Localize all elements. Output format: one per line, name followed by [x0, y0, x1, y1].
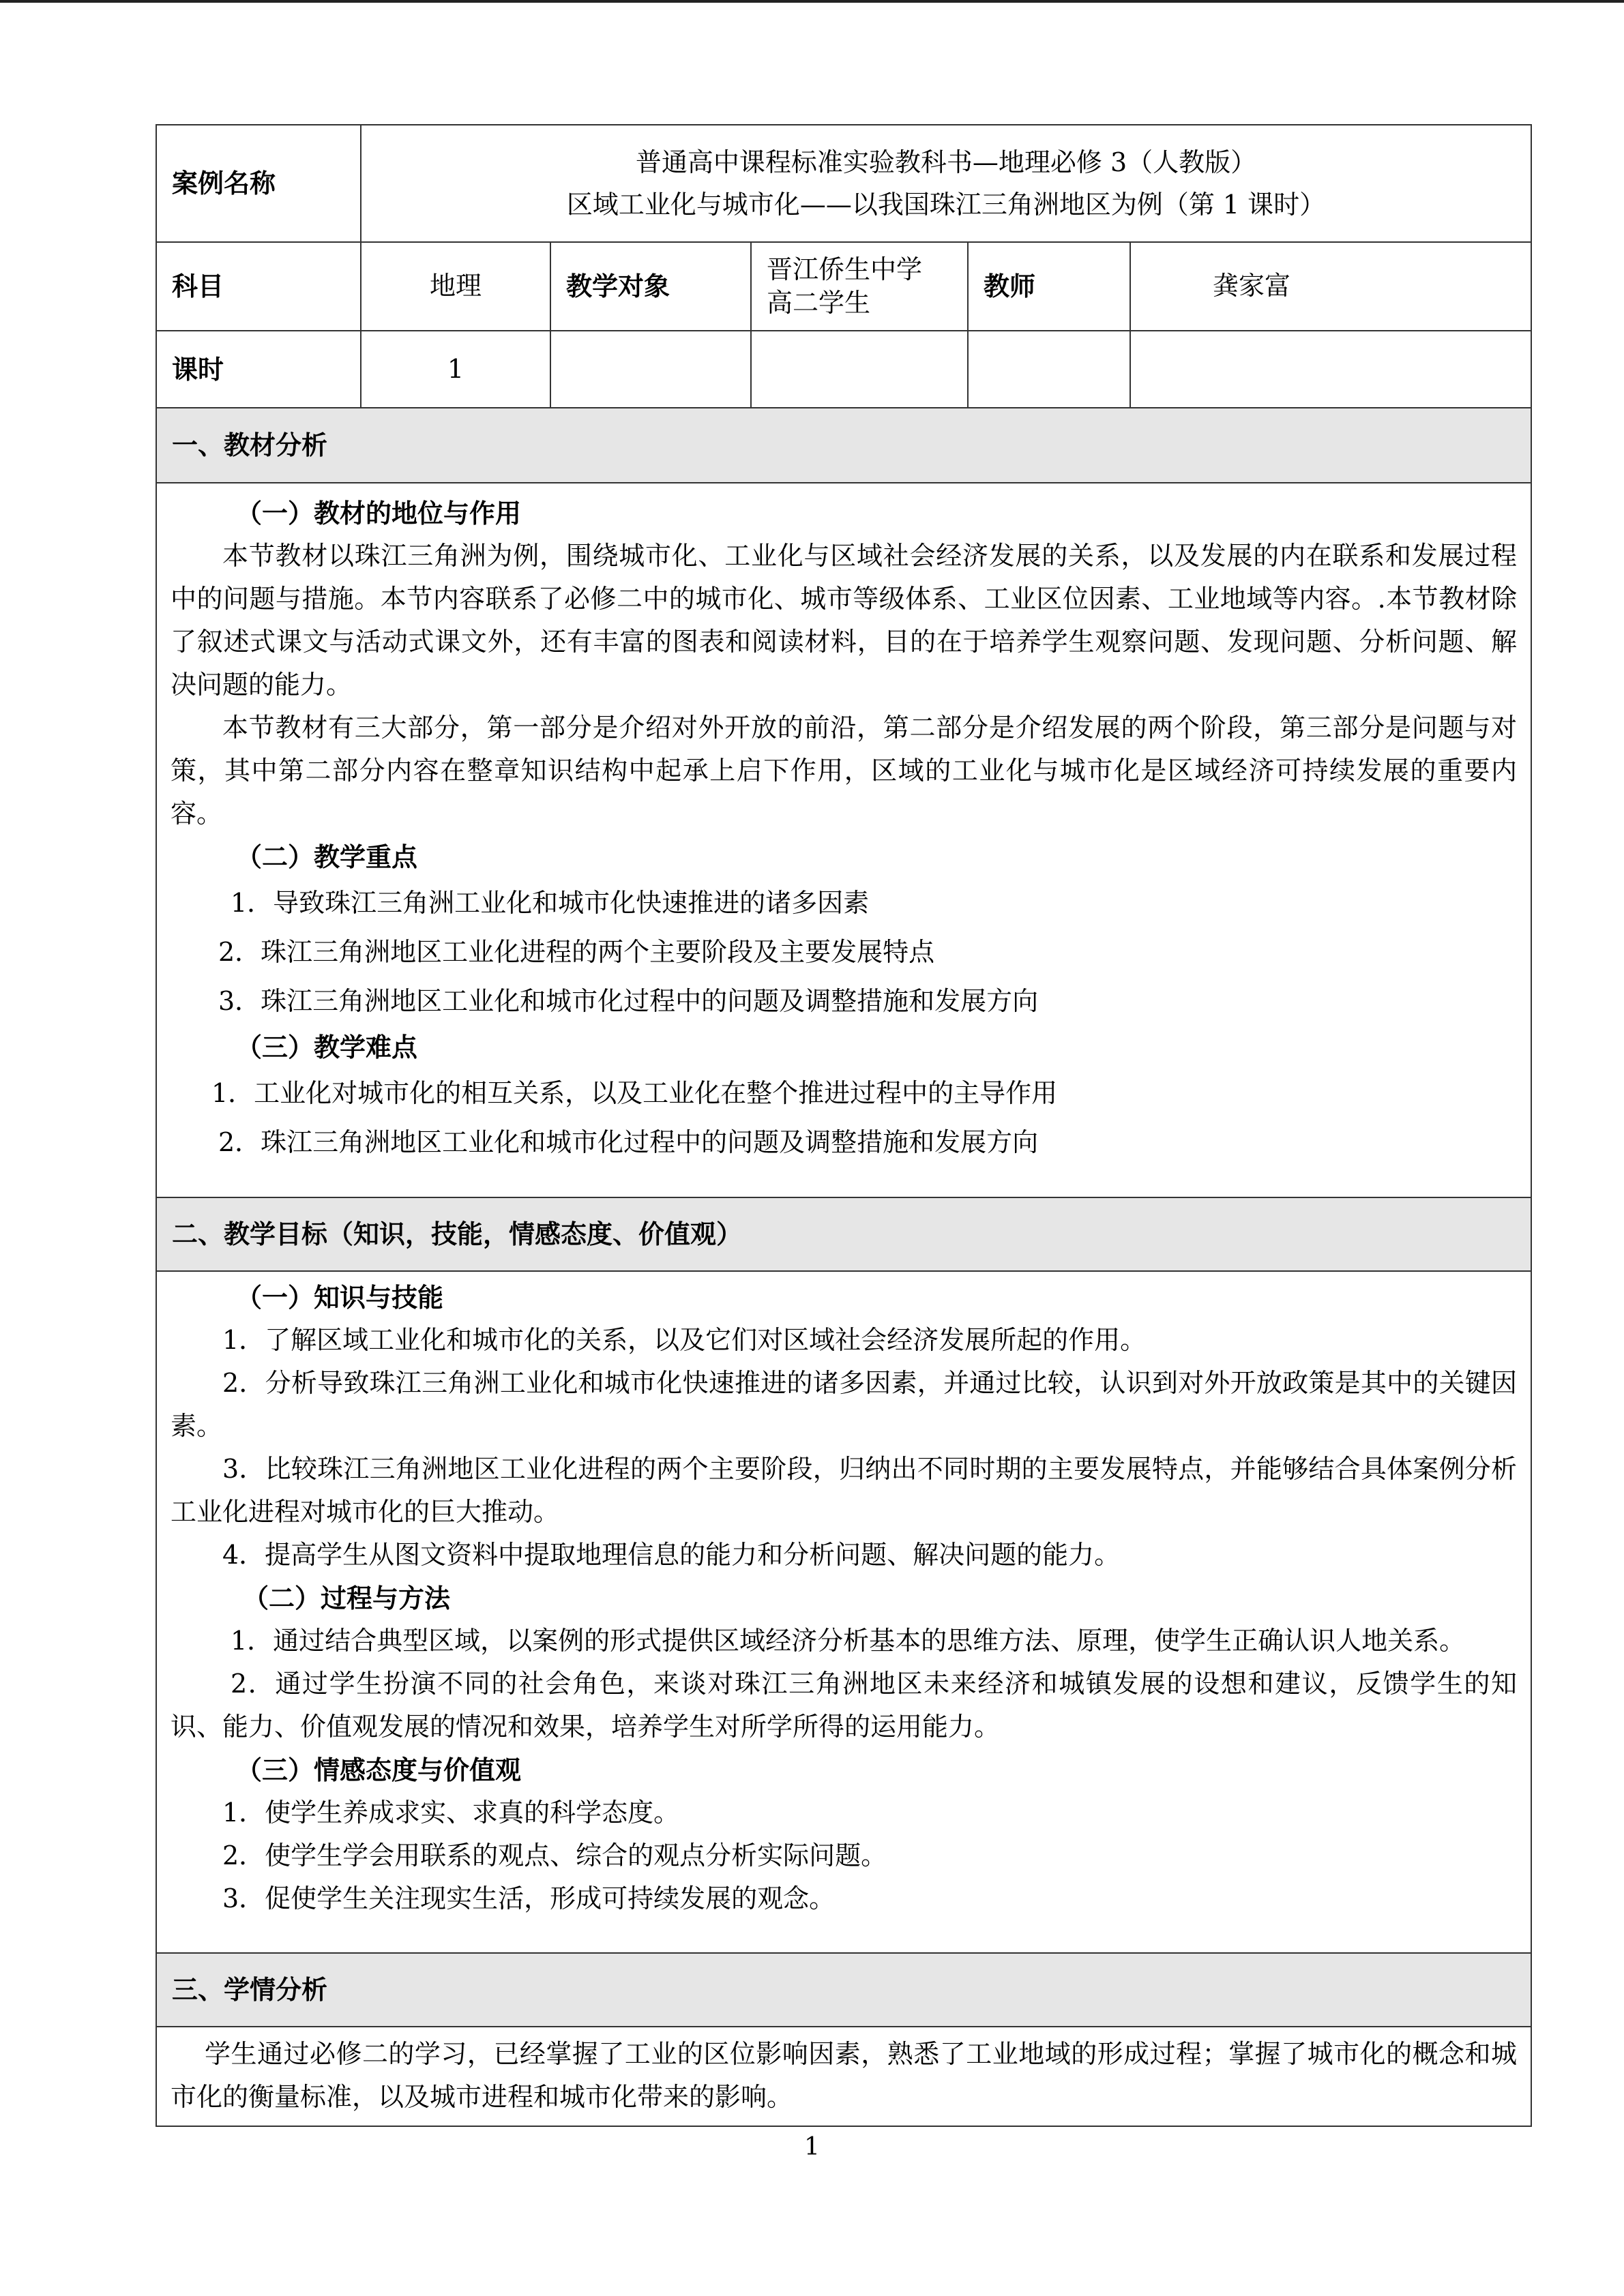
- section3-body: [156, 2027, 1531, 2126]
- difficulty-2: 2．珠江三角洲地区工业化和城市化过程中的问题及调整措施和发展方向: [218, 1127, 1039, 1157]
- section1-body: [156, 483, 1531, 1197]
- teacher-value: 龚家富: [1130, 242, 1531, 331]
- case-name-label: 案例名称: [156, 125, 361, 242]
- section1-sub3: （三）教学难点: [236, 1032, 418, 1062]
- section1-paragraph2: 本节教材有三大部分，第一部分是介绍对外开放的前沿，第二部分是介绍发展的两个阶段，第三部分是问题与对策，其中第二部分内容在整章知识结构中起承上启下作用，区域的工业化与城市化是区域经济可持续发展的重要内容。: [171, 713, 1518, 829]
- subject-label: 科目: [156, 242, 361, 331]
- method-1: 1．通过结合典型区域，以案例的形式提供区域经济分析基本的思维方法、原理，使学生正确认识人地关系。: [231, 1626, 1466, 1656]
- section2-sub2: （二）过程与方法: [243, 1583, 451, 1613]
- page-top-border: [0, 0, 1624, 3]
- key-point-3: 3．珠江三角洲地区工业化和城市化过程中的问题及调整措施和发展方向: [218, 986, 1039, 1016]
- knowledge-2: 2．分析导致珠江三角洲工业化和城市化快速推进的诸多因素，并通过比较，认识到对外开放政策是其中的关键因素。: [171, 1368, 1518, 1441]
- section2-sub3: （三）情感态度与价值观: [236, 1755, 522, 1785]
- section2-body: [156, 1271, 1531, 1953]
- section3-body-row: [156, 2027, 1531, 2126]
- hours-value: 1: [361, 331, 550, 408]
- difficulty-1: 1．工业化对城市化的相互关系，以及工业化在整个推进过程中的主导作用: [211, 1078, 1058, 1108]
- empty-cell: [751, 331, 968, 408]
- page-number: 1: [804, 2133, 820, 2161]
- teacher-label: 教师: [968, 242, 1130, 331]
- case-title-line2: 区域工业化与城市化——以我国珠江三角洲地区为例（第 1 课时）: [566, 190, 1326, 220]
- section1-title: 一、教材分析: [156, 408, 1531, 483]
- section1-header-row: [156, 408, 1531, 483]
- case-title-cell: [361, 125, 1531, 242]
- key-point-2: 2．珠江三角洲地区工业化进程的两个主要阶段及主要发展特点: [218, 937, 935, 967]
- target-value: [751, 242, 968, 331]
- lesson-plan-table: [156, 124, 1532, 2127]
- section2-header-row: [156, 1197, 1531, 1271]
- hours-label: 课时: [156, 331, 361, 408]
- target-label: 教学对象: [550, 242, 751, 331]
- empty-cell: [550, 331, 751, 408]
- key-point-1: 1．导致珠江三角洲工业化和城市化快速推进的诸多因素: [231, 888, 870, 918]
- hours-row: [156, 331, 1531, 408]
- case-name-row: [156, 125, 1531, 242]
- section3-title: 三、学情分析: [156, 1953, 1531, 2027]
- empty-cell: [1130, 331, 1531, 408]
- section1-sub2: （二）教学重点: [236, 841, 418, 872]
- value-1: 1．使学生养成求实、求真的科学态度。: [222, 1798, 680, 1828]
- section1-sub1: （一）教材的地位与作用: [236, 498, 522, 528]
- section1-paragraph1: 本节教材以珠江三角洲为例，围绕城市化、工业化与区域社会经济发展的关系，以及发展的内在联系和发展过程中的问题与措施。本节内容联系了必修二中的城市化、城市等级体系、工业区位因素、工业地域等内容。.本节教材除了叙述式课文与活动式课文外，还有丰富的图表和阅读材料，目的在于培养学生观察问题、发现问题、分析问题、解决问题的能力。: [171, 541, 1518, 700]
- target-value-line1: 晋江侨生中学: [767, 254, 923, 284]
- method-2: 2．通过学生扮演不同的社会角色，来谈对珠江三角洲地区未来经济和城镇发展的设想和建议，反馈学生的知识、能力、价值观发展的情况和效果，培养学生对所学所得的运用能力。: [171, 1669, 1518, 1742]
- subject-row: [156, 242, 1531, 331]
- knowledge-3: 3．比较珠江三角洲地区工业化进程的两个主要阶段，归纳出不同时期的主要发展特点，并能够结合具体案例分析工业化进程对城市化的巨大推动。: [171, 1454, 1518, 1527]
- target-value-line2: 高二学生: [767, 288, 871, 318]
- section1-body-row: [156, 483, 1531, 1197]
- knowledge-1: 1．了解区域工业化和城市化的关系，以及它们对区域社会经济发展所起的作用。: [222, 1325, 1147, 1355]
- empty-cell: [968, 331, 1130, 408]
- value-3: 3．促使学生关注现实生活，形成可持续发展的观念。: [222, 1883, 836, 1913]
- section2-body-row: [156, 1271, 1531, 1953]
- value-2: 2．使学生学会用联系的观点、综合的观点分析实际问题。: [222, 1840, 887, 1870]
- section3-paragraph: 学生通过必修二的学习，已经掌握了工业的区位影响因素，熟悉了工业地域的形成过程；掌握了城市化的概念和城市化的衡量标准，以及城市进程和城市化带来的影响。: [171, 2039, 1518, 2112]
- section2-title: 二、教学目标（知识，技能，情感态度、价值观）: [156, 1197, 1531, 1271]
- subject-value: 地理: [361, 242, 550, 331]
- section2-sub1: （一）知识与技能: [236, 1282, 444, 1313]
- case-title-line1: 普通高中课程标准实验教科书—地理必修 3（人教版）: [635, 147, 1257, 177]
- knowledge-4: 4．提高学生从图文资料中提取地理信息的能力和分析问题、解决问题的能力。: [222, 1540, 1121, 1570]
- section3-header-row: [156, 1953, 1531, 2027]
